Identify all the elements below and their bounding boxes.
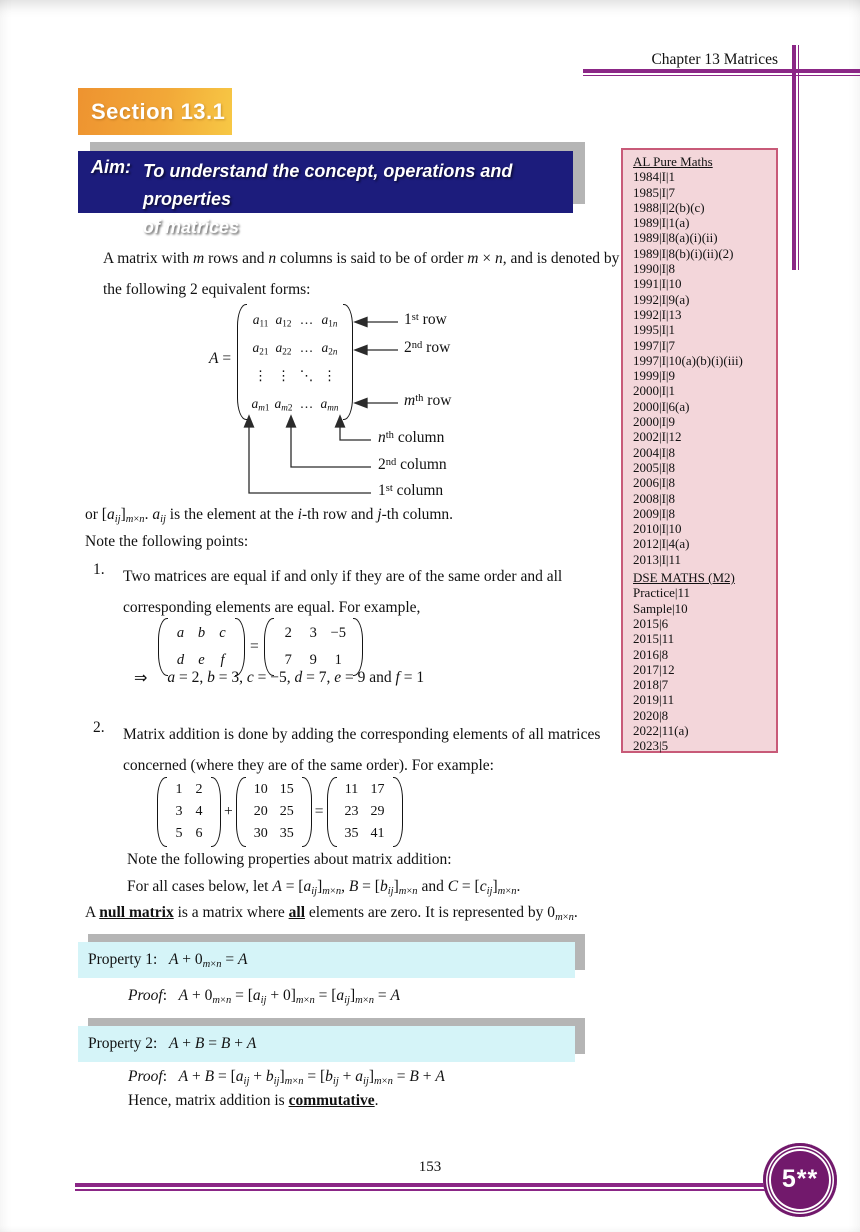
past-paper-ref: 2018|7 (633, 677, 669, 693)
aim-banner (78, 151, 573, 237)
left-paren (327, 777, 337, 847)
header-rule-thin (583, 75, 860, 77)
section-heading (78, 88, 232, 135)
past-paper-ref: 2000|I|6(a) (633, 398, 690, 414)
left-paren (237, 304, 247, 420)
equals-sign: = (250, 638, 259, 655)
aim-label: Aim: (91, 157, 131, 177)
section-title: Section 13.1 (91, 99, 226, 124)
header-vertical-rule-thin (798, 45, 800, 270)
equality-result-text: a = 2, b = 3, c = −5, d = 7, e = 9 and f = 1 (167, 668, 425, 686)
past-paper-ref: 2000|I|1 (633, 383, 676, 399)
right-paren (302, 777, 312, 847)
row-label-2nd: 2nd row (404, 339, 451, 356)
note-properties-line: Note the following properties about matrix addition: (127, 851, 452, 868)
past-paper-ref: 1990|I|8 (633, 261, 676, 277)
past-paper-ref: 1997|I|10(a)(b)(i)(iii) (633, 352, 743, 368)
past-paper-ref: 2006|I|8 (633, 475, 676, 491)
past-paper-ref: 2000|I|9 (633, 414, 676, 430)
past-paper-ref: 2017|12 (633, 661, 675, 677)
past-paper-ref: 2019|11 (633, 692, 675, 708)
past-paper-ref: 1992|I|13 (633, 306, 682, 322)
sidebar-dse-title: DSE MATHS (M2) (633, 570, 735, 586)
point-1-text: Two matrices are equal if and only if they are of the same order and all corresponding elements are equal. For example, (123, 568, 563, 616)
row-label-mth: $m^{th}$ row (404, 392, 452, 409)
past-paper-ref: 2015|11 (633, 631, 675, 647)
past-paper-ref: 2015|6 (633, 615, 669, 631)
addend-matrix-1 (157, 777, 221, 847)
past-paper-ref: 2002|I|12 (633, 429, 682, 445)
past-paper-ref: 1989|I|8(a)(i)(ii) (633, 230, 718, 246)
left-paren (236, 777, 246, 847)
past-paper-ref: 2020|8 (633, 707, 669, 723)
col-label-nth: $n^{th}$ column (378, 429, 445, 446)
past-paper-ref: 2005|I|8 (633, 459, 676, 475)
col-label-2nd: 2nd column (378, 456, 447, 473)
matrix-cells: a b c d e f (176, 625, 226, 668)
right-paren (211, 777, 221, 847)
past-paper-ref: 2009|I|8 (633, 505, 676, 521)
matrix-cells: 1 2 3 4 5 6 (175, 782, 203, 841)
past-paper-sidebar (621, 148, 778, 753)
past-paper-ref: 2022|11(a) (633, 722, 689, 738)
intro-paragraph: A matrix with m rows and n columns is said to be of order m × n, and is denoted by the following 2 equivalent forms: (103, 250, 620, 298)
past-paper-ref: 2012|I|4(a) (633, 536, 690, 552)
header-rule-thick (583, 69, 860, 73)
past-paper-ref: 2004|I|8 (633, 444, 676, 460)
matrix-cells: $a_{11}$ $a_{12}$ … $a_{1n}$ $a_{21}$ $a_{22}$ … $a_{2n}$ ⋮ ⋮ ⋱ ⋮ $a_{m1}$ $a_{m2}$ … $a_{mn}$ (251, 312, 339, 413)
property-1-box: Property 1: $A + 0_{m\times n} = A$ (78, 942, 575, 978)
addend-matrix-2 (236, 777, 312, 847)
equality-result-line (134, 668, 424, 687)
past-paper-ref: 1984|I|1 (633, 169, 676, 185)
past-paper-ref: 2016|8 (633, 646, 669, 662)
row-label-1st: 1st row (404, 311, 447, 328)
right-paren (343, 304, 353, 420)
matrix-cells: 10 15 20 25 30 35 (253, 782, 294, 841)
note-points-line: Note the following points: (85, 533, 249, 550)
chapter-header: Chapter 13 Matrices (651, 51, 778, 68)
past-paper-ref: 1985|I|7 (633, 184, 676, 200)
col-label-1st: 1st column (378, 482, 444, 499)
point-2-text: Matrix addition is done by adding the corresponding elements of all matrices concerned (where they are of the same order). For example: (123, 726, 601, 774)
right-paren (393, 777, 403, 847)
sidebar-al-title: AL Pure Maths (633, 154, 713, 169)
sidebar-dse-list (633, 585, 774, 753)
implies-arrow: ⇒ (134, 668, 148, 687)
commutative-conclusion: Hence, matrix addition is commutative. (128, 1092, 379, 1109)
past-paper-ref: 1989|I|8(b)(i)(ii)(2) (633, 245, 734, 261)
past-paper-ref: 1999|I|9 (633, 368, 676, 384)
let-definition-line: For all cases below, let $A = [a_{ij}]_{m\times n}$, $B = [b_{ij}]_{m\times n}$ and $C = [c_{ij}]_{m\times n}$. (127, 878, 521, 897)
aim-text (143, 157, 573, 237)
property-2-box: Property 2: A + B = B + A (78, 1026, 575, 1062)
past-paper-ref: 1995|I|1 (633, 322, 676, 338)
five-star-badge: 5** (763, 1143, 837, 1217)
page-number: 153 (418, 1159, 442, 1175)
matrix-cells: 11 17 23 29 35 41 (344, 782, 385, 841)
point-2-number: 2. (93, 719, 105, 736)
footer-rule-thin (75, 1189, 775, 1191)
null-matrix-line: A null matrix is a matrix where all elements are zero. It is represented by $0_{m\times n}$. (85, 904, 578, 923)
addition-example-equation (157, 777, 403, 847)
past-paper-ref: 1989|I|1(a) (633, 215, 690, 231)
plus-sign: + (224, 803, 233, 820)
sidebar-al-list (633, 169, 774, 567)
sum-matrix (327, 777, 403, 847)
matrix-lhs: A = (209, 350, 232, 367)
property-2-proof: Proof: $A + B = [a_{ij} + b_{ij}]_{m\times n} = [b_{ij} + a_{ij}]_{m\times n} = B + A$ (128, 1068, 445, 1087)
header-vertical-rule-thick (792, 45, 796, 270)
past-paper-ref: 2008|I|8 (633, 490, 676, 506)
past-paper-ref: 2010|I|10 (633, 521, 682, 537)
past-paper-ref: Practice|11 (633, 585, 690, 601)
past-paper-ref: 1991|I|10 (633, 276, 682, 292)
aim-line-2: of matrices (143, 217, 240, 237)
footer-rule-thick (75, 1183, 775, 1187)
equals-sign: = (314, 803, 324, 820)
matrix-cells: 2 3 −5 7 9 1 (284, 625, 346, 668)
left-paren (157, 777, 167, 847)
past-paper-ref: Sample|10 (633, 600, 688, 616)
past-paper-ref: 1992|I|9(a) (633, 291, 690, 307)
property-1-proof: Proof: $A + 0_{m\times n} = [a_{ij} + 0]_{m\times n} = [a_{ij}]_{m\times n} = A$ (128, 987, 400, 1006)
aim-line-1: To understand the concept, operations and properties (143, 161, 513, 209)
past-paper-ref: 2023|5 (633, 738, 669, 754)
element-notation-line: or $[a_{ij}]_{m\times n}$. $a_{ij}$ is the element at the i-th row and j-th column. (85, 506, 454, 525)
past-paper-ref: 2013|I|11 (633, 551, 682, 567)
point-1-number: 1. (93, 561, 105, 578)
general-matrix (237, 304, 353, 420)
past-paper-ref: 1997|I|7 (633, 337, 676, 353)
past-paper-ref: 1988|I|2(b)(c) (633, 199, 705, 215)
